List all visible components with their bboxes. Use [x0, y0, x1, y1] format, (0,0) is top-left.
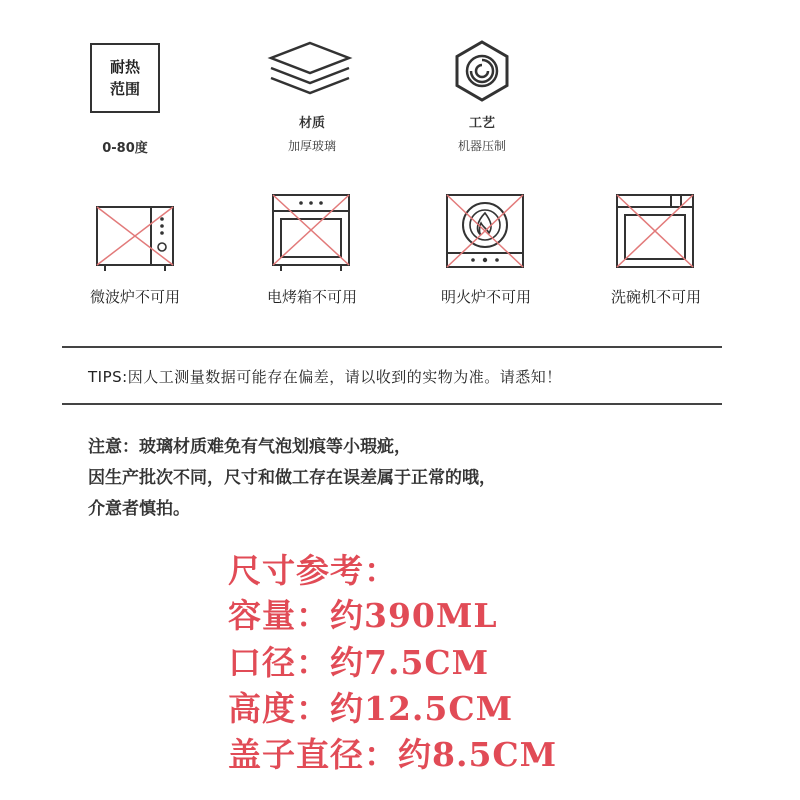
warning-label-oven: 电烤箱不可用 — [266, 288, 357, 306]
dishwasher-crossed-icon — [615, 193, 697, 273]
warning-label-dishwasher: 洗碗机不可用 — [610, 288, 701, 306]
heat-range-box — [90, 43, 160, 113]
craft-title: 工艺 — [468, 116, 495, 131]
craft-value: 机器压制 — [457, 139, 506, 153]
warning-label-microwave: 微波炉不可用 — [89, 288, 180, 306]
spec-lid-diameter: 盖子直径：约8.5CM — [228, 735, 558, 774]
spec-capacity: 容量：约390ML — [228, 596, 498, 635]
note-line-2: 因生产批次不同，尺寸和做工存在误差属于正常的哦， — [88, 468, 496, 488]
spec-diameter: 口径：约7.5CM — [228, 643, 490, 682]
hexagon-swirl-icon — [449, 38, 515, 104]
divider-top — [62, 346, 722, 348]
material-value: 加厚玻璃 — [287, 139, 336, 153]
layers-icon — [265, 40, 355, 100]
heat-box-line1: 耐热 — [109, 58, 140, 76]
spec-heading: 尺寸参考： — [228, 551, 398, 590]
oven-crossed-icon — [271, 193, 353, 273]
material-title: 材质 — [298, 116, 325, 131]
warning-label-open-flame: 明火炉不可用 — [440, 288, 531, 306]
divider-bottom — [62, 403, 722, 405]
microwave-crossed-icon — [95, 205, 177, 273]
note-line-1: 注意：玻璃材质难免有气泡划痕等小瑕疵， — [88, 437, 411, 457]
note-line-3: 介意者慎拍。 — [88, 499, 190, 519]
stove-flame-crossed-icon — [445, 193, 527, 273]
spec-height: 高度：约12.5CM — [228, 689, 514, 728]
tips-text: TIPS:因人工测量数据可能存在偏差，请以收到的实物为准。请悉知！ — [88, 368, 562, 386]
heat-box-line2: 范围 — [109, 80, 140, 98]
heat-range-value: 0-80度 — [102, 141, 148, 156]
